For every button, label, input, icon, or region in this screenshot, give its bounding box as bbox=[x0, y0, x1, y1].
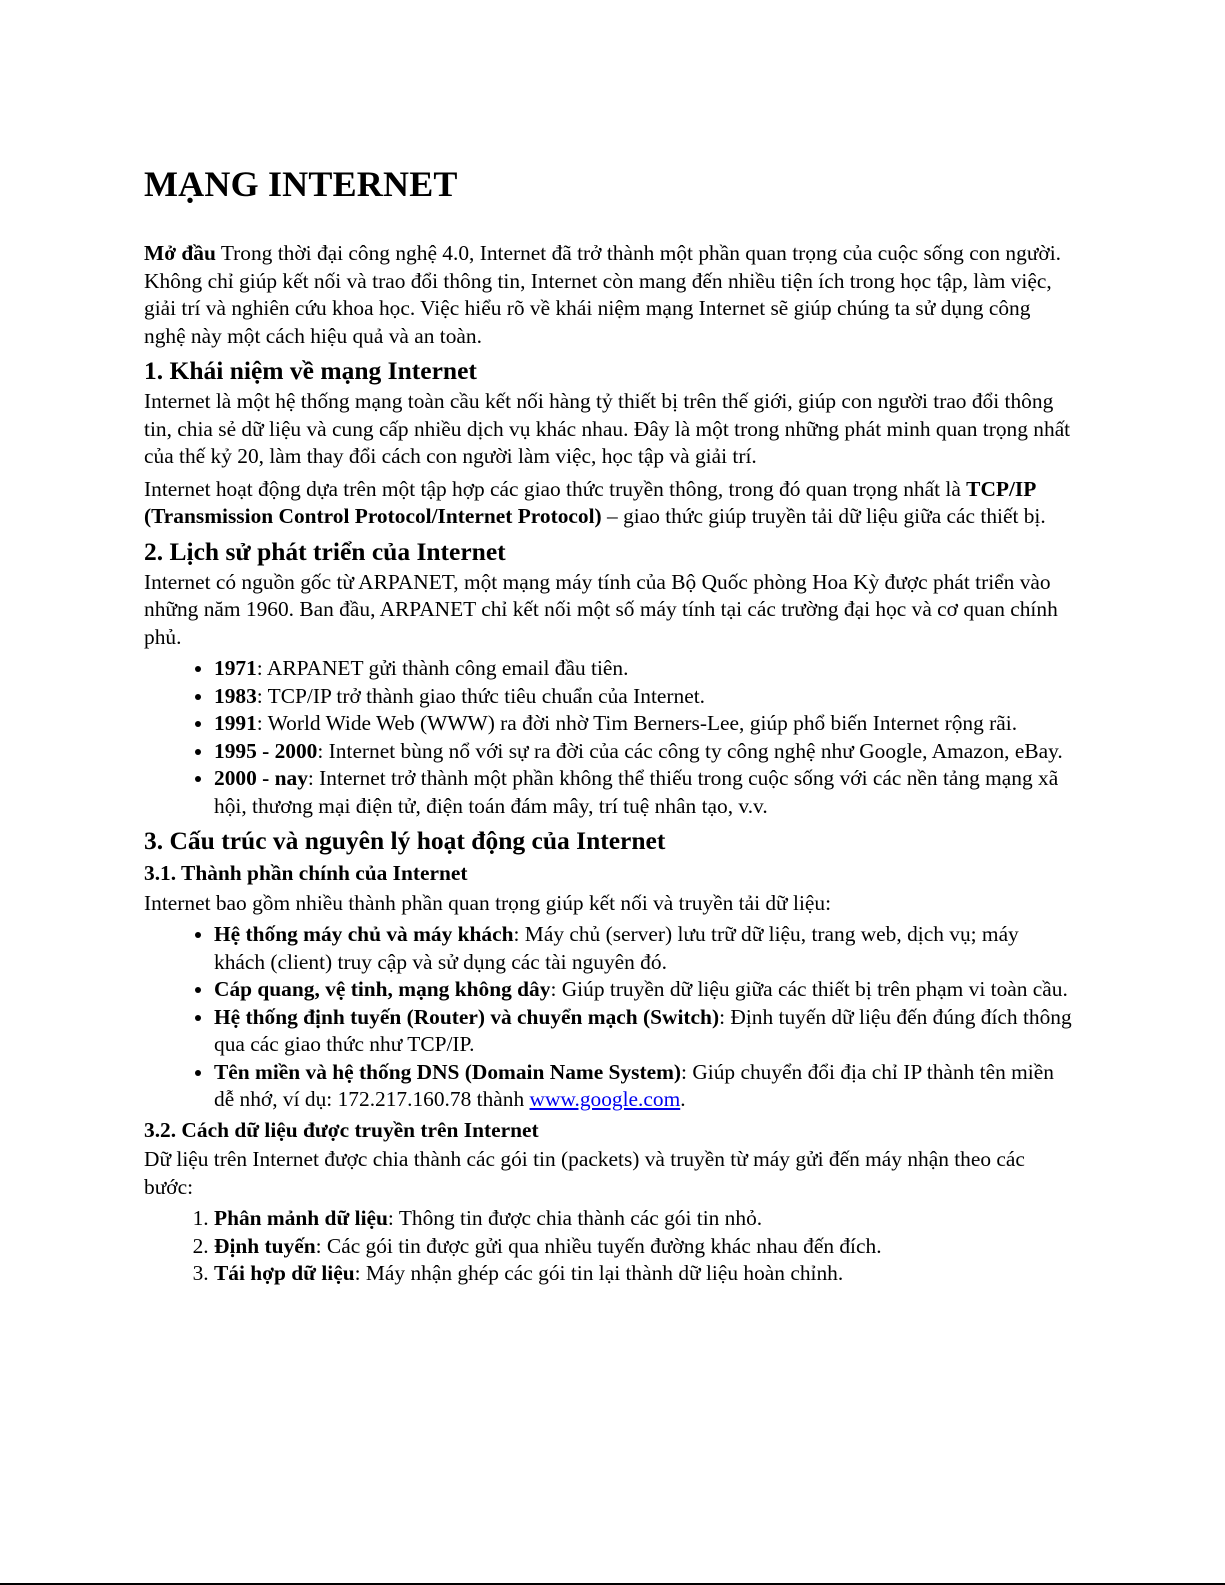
list-item-bold: 1983 bbox=[214, 683, 257, 708]
section-1-paragraph-1: Internet là một hệ thống mạng toàn cầu kết nối hàng tỷ thiết bị trên thế giới, giúp con người trao đổi thông tin, chia sẻ dữ liệu và cung cấp nhiều dịch vụ khác nhau. Đây là một trong những phát minh quan trọng nhất của thế kỷ 20, làm thay đổi cách con người làm việc, học tập và giải trí. bbox=[144, 389, 1071, 468]
intro-text: Trong thời đại công nghệ 4.0, Internet đã trở thành một phần quan trọng của cuộc sống con người. Không chỉ giúp kết nối và trao đổi thông tin, Internet còn mang đến nhiều tiện ích trong học tập, làm việc, giải trí và nghiên cứu khoa học. Việc hiểu rõ về khái niệm mạng Internet sẽ giúp chúng ta sử dụng công nghệ này một cách hiệu quả và an toàn. bbox=[144, 241, 1062, 348]
section-1-p2-pre: Internet hoạt động dựa trên một tập hợp các giao thức truyền thông, trong đó quan trọng nhất là bbox=[144, 476, 967, 501]
list-item-bold: 2000 - nay bbox=[214, 766, 308, 790]
section-2-heading: 2. Lịch sử phát triển của Internet bbox=[144, 536, 506, 566]
subsection-3-1-paragraph: Internet bao gồm nhiều thành phần quan trọng giúp kết nối và truyền tải dữ liệu: bbox=[144, 890, 832, 915]
list-item-bold: Hệ thống máy chủ và máy khách bbox=[214, 922, 514, 946]
steps-list bbox=[144, 1205, 1074, 1288]
list-item-bold: Tái hợp dữ liệu bbox=[214, 1261, 355, 1285]
section-1-p2-post: – giao thức giúp truyền tải dữ liệu giữa các thiết bị. bbox=[601, 504, 1046, 528]
list-item bbox=[214, 1205, 1074, 1233]
list-item bbox=[214, 765, 1074, 820]
intro-lead: Mở đầu bbox=[144, 241, 216, 265]
history-list bbox=[144, 655, 1074, 820]
section-1-p2-bold: TCP/IP (Transmission Control Protocol/Internet Protocol) bbox=[144, 476, 1036, 528]
list-item-bold: Định tuyến bbox=[214, 1233, 316, 1258]
list-item-text: : World Wide Web (WWW) ra đời nhờ Tim Berners-Lee, giúp phổ biến Internet rộng rãi. bbox=[256, 711, 1018, 735]
list-item bbox=[214, 1233, 1074, 1261]
list-item-text: : Thông tin được chia thành các gói tin nhỏ. bbox=[387, 1206, 763, 1230]
subsection-3-1-heading: 3.1. Thành phần chính của Internet bbox=[144, 861, 468, 885]
list-item-text: : Internet trở thành một phần không thể thiếu trong cuộc sống với các nền tảng mạng xã hội, thương mại điện tử, điện toán đám mây, trí tuệ nhân tạo, v.v. bbox=[214, 766, 1059, 818]
list-item-text: : Internet bùng nổ với sự ra đời của các công ty công nghệ như Google, Amazon, eBay. bbox=[317, 738, 1063, 763]
section-1-heading: 1. Khái niệm về mạng Internet bbox=[144, 356, 477, 385]
list-item bbox=[214, 1004, 1074, 1059]
list-item-bold: Phân mảnh dữ liệu bbox=[214, 1206, 388, 1230]
list-item bbox=[214, 710, 1074, 738]
list-item-text: : Định tuyến dữ liệu đến đúng đích thông qua các giao thức như TCP/IP. bbox=[214, 1004, 1072, 1056]
intro-paragraph bbox=[144, 240, 1074, 350]
list-item bbox=[214, 738, 1074, 766]
list-item-text: : Máy chủ (server) lưu trữ dữ liệu, trang web, dịch vụ; máy khách (client) truy cập và sử dụng các tài nguyên đó. bbox=[214, 922, 1019, 974]
list-item-text: : Giúp chuyển đổi địa chỉ IP thành tên miền dễ nhớ, ví dụ: 172.217.160.78 thành bbox=[214, 1059, 1054, 1111]
section-1-paragraph-2 bbox=[144, 476, 1074, 531]
list-item bbox=[214, 976, 1074, 1004]
subsection-3-2-paragraph: Dữ liệu trên Internet được chia thành các gói tin (packets) và truyền từ máy gửi đến máy nhận theo các bước: bbox=[144, 1147, 1025, 1199]
list-item-text: : Giúp truyền dữ liệu giữa các thiết bị trên phạm vi toàn cầu. bbox=[550, 977, 1068, 1001]
list-item-bold: 1995 - 2000 bbox=[214, 738, 318, 763]
page-title: MẠNG INTERNET bbox=[144, 164, 458, 204]
list-item-text: : Máy nhận ghép các gói tin lại thành dữ liệu hoàn chỉnh. bbox=[354, 1261, 844, 1285]
list-item-bold: 1971 bbox=[214, 656, 257, 680]
components-list bbox=[144, 921, 1074, 1114]
list-item-bold: Hệ thống định tuyến (Router) và chuyển mạch (Switch) bbox=[214, 1004, 720, 1029]
list-item-end: . bbox=[680, 1087, 686, 1111]
list-item bbox=[214, 683, 1074, 711]
list-item-text: : Các gói tin được gửi qua nhiều tuyến đường khác nhau đến đích. bbox=[315, 1233, 882, 1258]
list-item-bold: 1991 bbox=[214, 711, 257, 735]
list-item bbox=[214, 921, 1074, 976]
section-3-heading: 3. Cấu trúc và nguyên lý hoạt động của Internet bbox=[144, 826, 666, 855]
list-item bbox=[214, 655, 1074, 683]
list-item bbox=[214, 1059, 1074, 1114]
list-item-text: : TCP/IP trở thành giao thức tiêu chuẩn của Internet. bbox=[256, 683, 706, 708]
google-link[interactable]: www.google.com bbox=[529, 1087, 681, 1111]
document-body bbox=[144, 240, 1074, 1288]
list-item bbox=[214, 1260, 1074, 1288]
subsection-3-2-heading: 3.2. Cách dữ liệu được truyền trên Internet bbox=[144, 1117, 539, 1142]
list-item-text: : ARPANET gửi thành công email đầu tiên. bbox=[256, 656, 629, 680]
list-item-bold: Tên miền và hệ thống DNS (Domain Name System) bbox=[214, 1059, 682, 1084]
section-2-paragraph: Internet có nguồn gốc từ ARPANET, một mạng máy tính của Bộ Quốc phòng Hoa Kỳ được phát triển vào những năm 1960. Ban đầu, ARPANET chỉ kết nối một số máy tính tại các trường đại học và cơ quan chính phủ. bbox=[144, 569, 1058, 649]
list-item-bold: Cáp quang, vệ tinh, mạng không dây bbox=[214, 977, 551, 1001]
